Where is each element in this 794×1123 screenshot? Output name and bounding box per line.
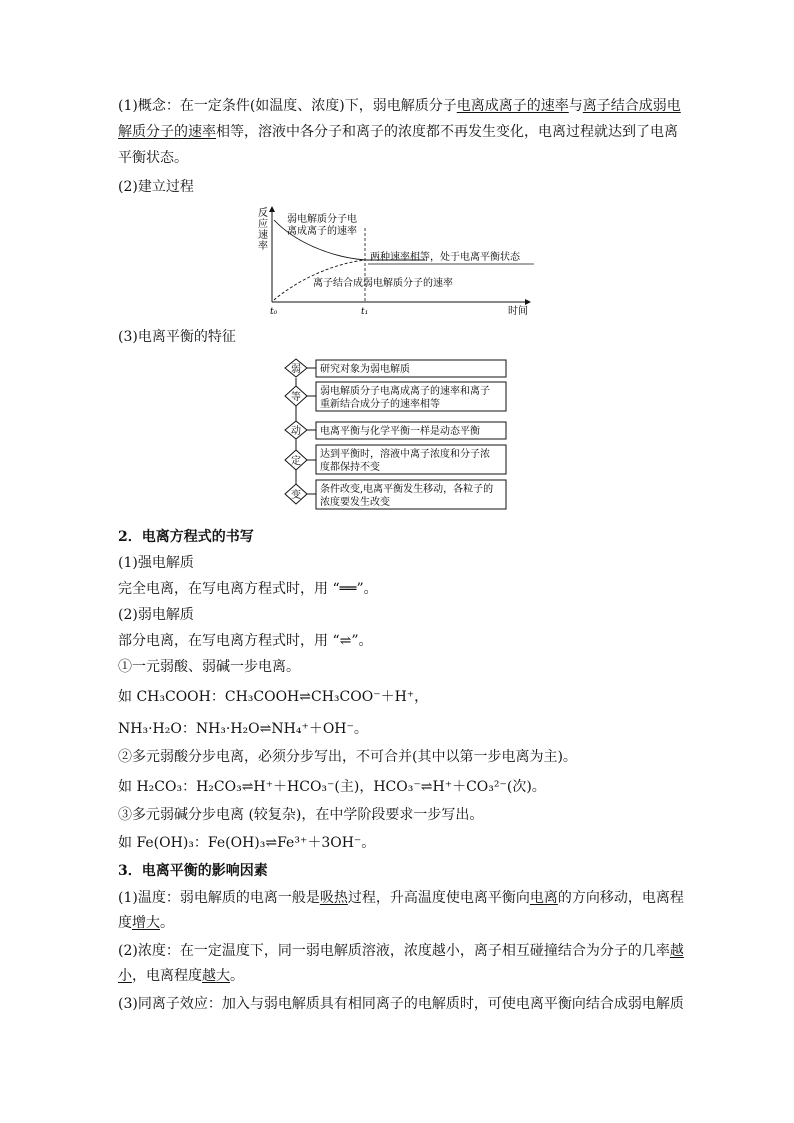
section-3-title: 3．电离平衡的影响因素 xyxy=(118,863,268,879)
temperature-text: 过程，升高温度使电离平衡向 xyxy=(347,890,530,906)
feature-key: 定 xyxy=(291,456,301,467)
feature-text: 重新结合成分子的速率相等 xyxy=(320,399,440,410)
lower-curve-label: 离子结合成弱电解质分子的速率 xyxy=(313,278,453,289)
y-axis-label-char: 反 xyxy=(258,208,268,219)
feature-key: 等 xyxy=(291,392,301,403)
upper-curve-label: 弱电解质分子电 xyxy=(287,214,357,225)
t1-label: t₁ xyxy=(361,307,369,317)
feature-text: 研究对象为弱电解质 xyxy=(320,364,410,375)
weak-electrolyte-title: (2)弱电解质 xyxy=(118,607,194,623)
temperature-underline: 增大 xyxy=(132,915,160,931)
temperature-line-2 xyxy=(118,913,174,933)
feature-row-dynamic xyxy=(285,421,506,439)
item-polybasic-base: ③多元弱碱分步电离 (较复杂)，在中学阶段要求一步写出。 xyxy=(118,807,484,823)
rate-time-graph xyxy=(250,202,540,322)
feature-row-weak xyxy=(285,359,506,377)
concept-line-1 xyxy=(118,96,681,116)
temperature-line-1 xyxy=(118,888,684,908)
temperature-underline: 吸热 xyxy=(319,890,348,906)
temperature-text: 度 xyxy=(118,915,132,931)
temperature-text: (1)温度：弱电解质的电离一般是 xyxy=(118,890,320,906)
concentration-text: (2)浓度：在一定温度下，同一弱电解质溶液，浓度越小，离子相互碰撞结合为分子的几率 xyxy=(118,943,670,959)
equilibrium-features-diagram xyxy=(282,356,512,516)
concentration-line-2 xyxy=(118,966,244,986)
feature-row-equal xyxy=(285,382,506,411)
feature-text: 条件改变,电离平衡发生移动，各粒子的 xyxy=(320,484,494,495)
feature-text: 达到平衡时，溶液中离子浓度和分子浓 xyxy=(320,449,490,460)
concentration-underline: 越大 xyxy=(202,968,230,984)
feature-text: 度都保持不变 xyxy=(320,462,380,473)
concept-text: 相等，溶液中各分子和离子的浓度都不再发生变化，电离过程就达到了电离 xyxy=(216,124,678,140)
concept-line-2 xyxy=(118,122,678,142)
feature-key: 变 xyxy=(291,490,301,501)
weak-electrolyte-text: 部分电离，在写电离方程式时，用 “⇌”。 xyxy=(118,633,373,649)
equation-ammonia: NH₃·H₂O：NH₃·H₂O⇌NH₄⁺＋OH⁻。 xyxy=(118,721,368,737)
feature-row-change xyxy=(285,480,506,509)
concentration-underline: 小 xyxy=(118,968,132,984)
feature-row-fixed xyxy=(285,445,506,474)
feature-text: 电离平衡与化学平衡一样是动态平衡 xyxy=(320,426,480,437)
concept-text: (1)概念：在一定条件(如温度、浓度)下，弱电解质分子 xyxy=(118,98,457,114)
concept-text: 平衡状态。 xyxy=(118,150,188,166)
concept-underline: 解质分子的速率 xyxy=(118,124,216,140)
temperature-text: 。 xyxy=(160,915,174,931)
concentration-line-1 xyxy=(118,941,684,961)
feature-text: 浓度要发生改变 xyxy=(320,497,390,508)
section-2-title: 2．电离方程式的书写 xyxy=(118,529,254,545)
concept-text: 与 xyxy=(568,98,583,114)
t0-label: t₀ xyxy=(270,307,278,317)
x-axis-label: 时间 xyxy=(508,306,528,317)
concentration-text: 。 xyxy=(230,968,244,984)
concept-underline: 离子结合成弱电 xyxy=(582,98,681,114)
temperature-text: 的方向移动，电离程 xyxy=(557,890,684,906)
equation-iron-hydroxide: 如 Fe(OH)₃：Fe(OH)₃⇌Fe³⁺＋3OH⁻。 xyxy=(118,835,376,851)
concept-underline: 电离成离子的速率 xyxy=(456,98,569,114)
strong-electrolyte-text: 完全电离，在写电离方程式时，用 “══”。 xyxy=(118,581,378,597)
features-title: (3)电离平衡的特征 xyxy=(118,329,236,345)
common-ion-effect: (3)同离子效应：加入与弱电解质具有相同离子的电解质时，可使电离平衡向结合成弱电解质 xyxy=(118,996,684,1012)
concentration-underline: 越 xyxy=(669,943,684,959)
item-polybasic-acid: ②多元弱酸分步电离，必须分步写出，不可合并(其中以第一步电离为主)。 xyxy=(118,749,577,765)
y-axis-label-char: 率 xyxy=(258,241,268,252)
equation-carbonic-acid: 如 H₂CO₃：H₂CO₃⇌H⁺＋HCO₃⁻(主)，HCO₃⁻⇌H⁺＋CO₃²⁻(次)。 xyxy=(118,779,546,795)
y-axis-label-char: 应 xyxy=(258,219,268,230)
feature-text: 弱电解质分子电离成离子的速率和离子 xyxy=(320,386,490,397)
y-axis-label-char: 速 xyxy=(258,230,268,241)
equation-acetic-acid: 如 CH₃COOH：CH₃COOH⇌CH₃COO⁻＋H⁺， xyxy=(118,689,429,705)
upper-curve-label: 离成离子的速率 xyxy=(287,226,357,237)
strong-electrolyte-title: (1)强电解质 xyxy=(118,555,194,571)
build-process-title: (2)建立过程 xyxy=(118,179,194,195)
item-monobasic: ①一元弱酸、弱碱一步电离。 xyxy=(118,659,300,675)
feature-key: 动 xyxy=(291,426,301,437)
concept-line-3 xyxy=(118,148,188,168)
equilibrium-label: 两种速率相等，处于电离平衡状态 xyxy=(370,252,520,263)
concentration-text: ，电离程度 xyxy=(132,968,202,984)
feature-key: 弱 xyxy=(291,364,301,375)
temperature-underline: 电离 xyxy=(529,890,558,906)
